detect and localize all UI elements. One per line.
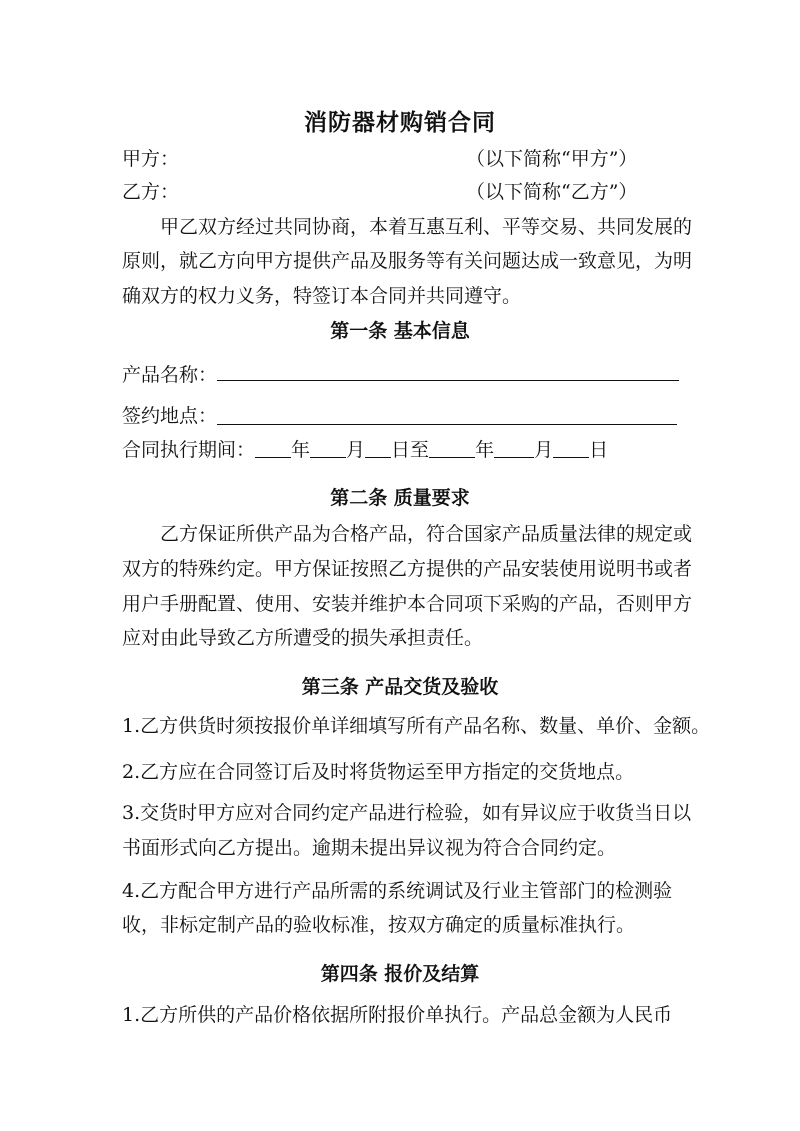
- product-name-label: 产品名称：: [122, 364, 218, 386]
- year-text: 年: [291, 439, 311, 461]
- party-a-note: （以下简称“甲方”）: [466, 148, 638, 170]
- end-year-blank[interactable]: [429, 437, 475, 458]
- preamble-line: 甲乙双方经过共同协商，本着互惠互利、平等交易、共同发展的: [160, 216, 693, 238]
- start-month-blank[interactable]: [310, 437, 346, 458]
- period-label: 合同执行期间：: [122, 439, 256, 461]
- article1-heading: 第一条 基本信息: [330, 320, 470, 342]
- month-text: 月: [346, 439, 366, 461]
- sign-location-blank[interactable]: [217, 424, 677, 425]
- product-name-blank[interactable]: [217, 380, 679, 381]
- article3-item4-line: 4.乙方配合甲方进行产品所需的系统调试及行业主管部门的检测验: [122, 880, 673, 902]
- article4-item1: 1.乙方所供的产品价格依据所附报价单执行。产品总金额为人民币: [122, 1004, 673, 1026]
- end-day-blank[interactable]: [553, 437, 589, 458]
- article3-item3-line: 书面形式向乙方提出。逾期未提出异议视为符合合同约定。: [122, 837, 617, 859]
- article3-item2: 2.乙方应在合同签订后及时将货物运至甲方指定的交货地点。: [122, 761, 635, 783]
- day-text: 日: [589, 439, 609, 461]
- party-b-label: 乙方：: [122, 181, 180, 203]
- article2-line: 应对由此导致乙方所遭受的损失承担责任。: [122, 627, 484, 649]
- sign-location-label: 签约地点：: [122, 405, 218, 427]
- article2-line: 用户手册配置、使用、安装并维护本合同项下采购的产品，否则甲方: [122, 593, 693, 615]
- start-day-blank[interactable]: [365, 437, 391, 458]
- article3-item1: 1.乙方供货时须按报价单详细填写所有产品名称、数量、单价、金额。: [122, 715, 711, 737]
- month-text: 月: [534, 439, 554, 461]
- party-b-note: （以下简称“乙方”）: [466, 181, 638, 203]
- article3-item3-line: 3.交货时甲方应对合同约定产品进行检验，如有异议应于收货当日以: [122, 802, 692, 824]
- contract-period: [122, 437, 608, 462]
- start-year-blank[interactable]: [255, 437, 291, 458]
- year-text: 年: [475, 439, 495, 461]
- article2-line: 乙方保证所供产品为合格产品，符合国家产品质量法律的规定或: [160, 523, 693, 545]
- document-title: 消防器材购销合同: [304, 109, 496, 136]
- day-to-text: 日至: [391, 439, 430, 461]
- preamble-line: 确双方的权力义务，特签订本合同并共同遵守。: [122, 285, 522, 307]
- article4-heading: 第四条 报价及结算: [320, 963, 480, 985]
- end-month-blank[interactable]: [494, 437, 534, 458]
- article3-item4-line: 收，非标定制产品的验收标准，按双方确定的质量标准执行。: [122, 914, 636, 936]
- preamble-line: 原则，就乙方向甲方提供产品及服务等有关问题达成一致意见，为明: [122, 250, 693, 272]
- party-a-label: 甲方：: [122, 148, 180, 170]
- article2-heading: 第二条 质量要求: [330, 487, 470, 509]
- article2-line: 双方的特殊约定。甲方保证按照乙方提供的产品安装使用说明书或者: [122, 558, 693, 580]
- article3-heading: 第三条 产品交货及验收: [301, 676, 499, 698]
